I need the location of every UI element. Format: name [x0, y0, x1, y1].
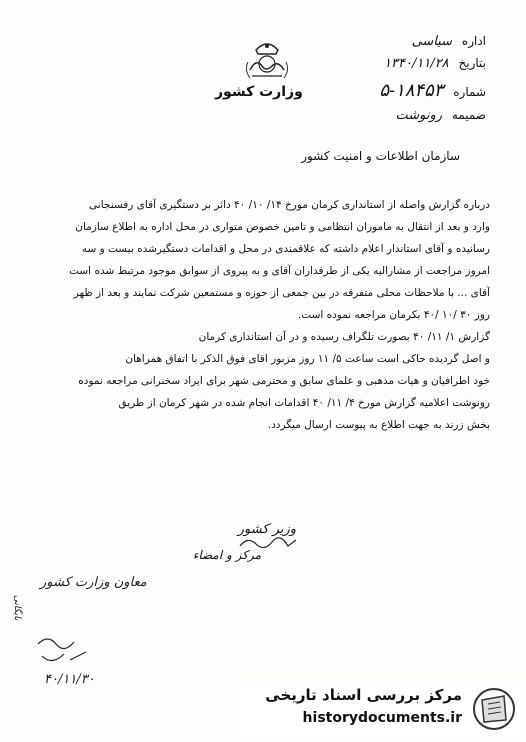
margin-note: بایگانی	[12, 595, 22, 621]
body-line: درباره گزارش واصله از استانداری کرمان مورخ ۱۴/ ۱۰/ ۴۰ دائر بر دستگیری آقای رفسنجانی	[89, 199, 490, 211]
date-label: بتاریخ	[458, 56, 486, 70]
attachment-value: رونوشت	[395, 108, 443, 123]
body-line: رونوشت اعلامیه گزارش مورخ ۴/ ۱۱/ ۴۰ اقدامات انجام شده در شهر کرمان از طریق	[118, 397, 490, 409]
body-line: آقای ... با ملاحظات محلی متفرقه در بین جمعی از حوزه و مستمعین شرکت نمایند و بعد از ظهر	[73, 287, 490, 299]
signature-scribble	[238, 534, 298, 552]
letter-body	[46, 194, 490, 436]
body-line: امروز مراجعت از مشارالیه یکی از طرفداران آقای و به پیروی از سوابق موجود مرتبط شده است	[69, 265, 490, 277]
stamp-url: historydocuments.ir	[302, 710, 462, 726]
ministry-title: وزارت کشور	[215, 84, 303, 100]
number-value: ۱۸۴۵۳-۵	[379, 80, 444, 101]
body-line: گزارش ۱/ ۱۱/ ۴۰ بصورت تلگراف رسیده و در آن استانداری کرمان	[198, 331, 490, 343]
archive-watermark	[240, 682, 524, 736]
header-office	[412, 34, 486, 49]
header-number	[379, 80, 486, 101]
handwritten-initials	[34, 630, 94, 670]
header-attachment	[395, 108, 486, 123]
body-line: و اصل گردیده حاکی است ساعت ۵/ ۱۱ روز مزبور اقای فوق الذکر با اتفاق همراهان	[125, 353, 490, 365]
signature-line: مرکز و امضاء	[192, 548, 261, 562]
number-label: شماره	[453, 85, 486, 99]
office-value: سیاسی	[411, 34, 453, 49]
body-line: روز ۳۰ /۱۰ /۴۰ بکرمان مراجعه نموده است.	[297, 309, 490, 321]
body-line: بخش زرند به جهت اطلاع به پیوست ارسال میگردد.	[267, 419, 490, 431]
body-line: وارد و بعد از انتقال به ماموران انتظامی و تامین خصوص متواری در محل اداره به اطلاع سازمان	[75, 221, 490, 233]
stamp-title: مرکز بررسی اسناد تاریخی	[265, 686, 462, 704]
margin-note: معاون وزارت کشور	[40, 575, 147, 590]
body-line: خود اطرافیان و هیات مذهبی و علمای سابق و محترمی شهر برای ایراد سخنرانی مراجعه نموده	[78, 375, 490, 387]
addressee: سازمان اطلاعات و امنیت کشور	[301, 149, 460, 163]
header-date	[384, 56, 486, 71]
date-value: ۱۳۴۰/۱۱/۲۸	[384, 56, 449, 71]
office-label: اداره	[461, 34, 486, 48]
attachment-label: ضمیمه	[451, 108, 486, 122]
lion-and-sun-emblem	[242, 36, 292, 84]
margin-note: ۴۰/۱۱/۳۰	[44, 672, 95, 687]
body-line: رسانیده و آقای استاندار اعلام داشته که علاقمندی در محل و اقدامات دستگیرشده بیست و سه	[81, 243, 490, 255]
archive-logo-icon	[470, 686, 518, 732]
signature-line: وزیر کشور	[237, 522, 296, 537]
